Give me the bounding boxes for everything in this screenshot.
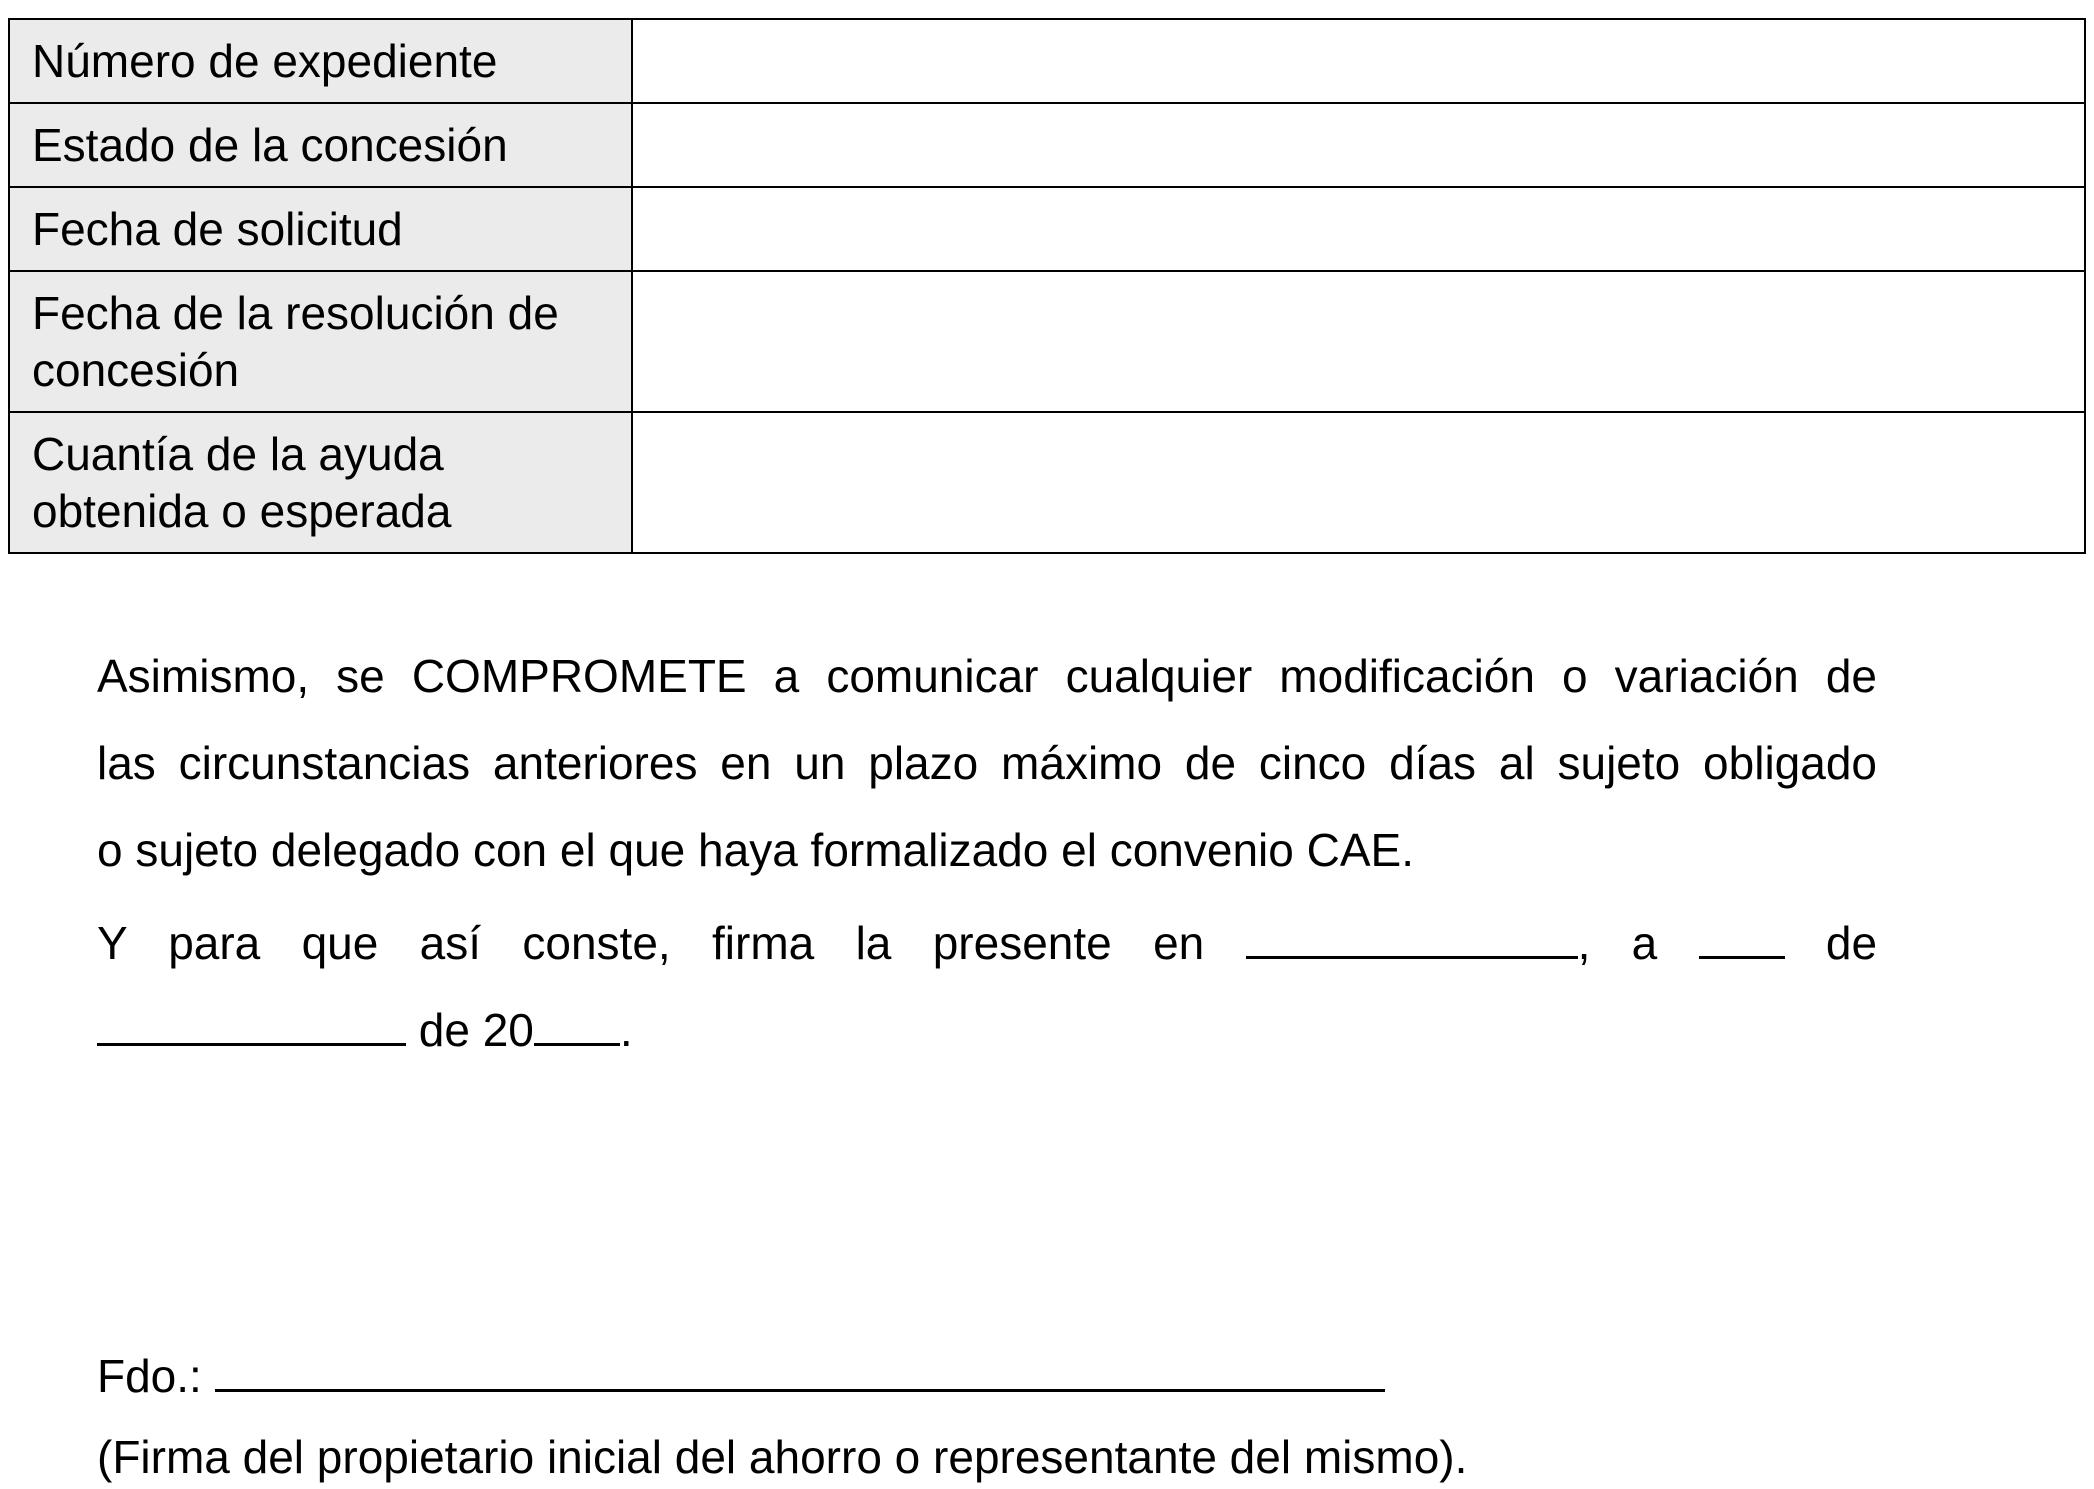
day-blank[interactable] xyxy=(1699,910,1785,959)
expediente-table xyxy=(8,18,2086,554)
table-row xyxy=(9,271,2085,412)
label-fecha-resolucion xyxy=(9,271,632,412)
word: conste, xyxy=(522,917,671,969)
label-estado-concesion: Estado de la concesión xyxy=(9,103,632,187)
year-prefix: de 20 xyxy=(418,1004,534,1056)
signature-place-line-2 xyxy=(97,997,1877,1057)
signature-place-line-1 xyxy=(97,910,1877,970)
commitment-line-2: las circunstancias anteriores en un plazo máximo de cinco días al sujeto obligado xyxy=(97,737,1877,789)
signature-caption: (Firma del propietario inicial del ahorro o representante del mismo). xyxy=(97,1431,1468,1483)
month-blank[interactable] xyxy=(97,997,406,1046)
label-line: Cuantía de la ayuda xyxy=(32,427,444,480)
table-row xyxy=(9,412,2085,553)
field-estado-concesion[interactable] xyxy=(632,103,2085,187)
word: Y xyxy=(97,917,127,969)
period: . xyxy=(619,1004,633,1056)
word: en xyxy=(1153,917,1205,969)
table-row xyxy=(9,103,2085,187)
label-fecha-solicitud: Fecha de solicitud xyxy=(9,187,632,271)
table-row xyxy=(9,187,2085,271)
label-line: obtenida o esperada xyxy=(32,484,452,537)
label-cuantia-ayuda xyxy=(9,412,632,553)
year-blank[interactable] xyxy=(534,997,620,1046)
signature-line xyxy=(97,1343,1877,1403)
comma: , xyxy=(1577,917,1591,969)
field-fecha-resolucion[interactable] xyxy=(632,271,2085,412)
word: que xyxy=(301,917,379,969)
label-line: Fecha de la resolución de xyxy=(32,286,559,339)
place-blank-group xyxy=(1246,917,1591,969)
place-blank[interactable] xyxy=(1246,910,1578,959)
word: a xyxy=(1631,917,1658,969)
word: así xyxy=(419,917,482,969)
commitment-line-3: o sujeto delegado con el que haya formalizado el convenio CAE. xyxy=(97,824,1414,876)
label-numero-expediente: Número de expediente xyxy=(9,19,632,103)
signature-label: Fdo.: xyxy=(97,1350,202,1402)
word: para xyxy=(168,917,261,969)
label-line: concesión xyxy=(32,343,240,396)
table-row xyxy=(9,19,2085,103)
word: firma xyxy=(712,917,815,969)
word: la xyxy=(855,917,892,969)
word: presente xyxy=(932,917,1112,969)
commitment-line-1: Asimismo, se COMPROMETE a comunicar cualquier modificación o variación de xyxy=(97,650,1877,702)
word: de xyxy=(1825,917,1878,969)
signature-blank[interactable] xyxy=(215,1343,1385,1392)
field-numero-expediente[interactable] xyxy=(632,19,2085,103)
field-fecha-solicitud[interactable] xyxy=(632,187,2085,271)
field-cuantia-ayuda[interactable] xyxy=(632,412,2085,553)
